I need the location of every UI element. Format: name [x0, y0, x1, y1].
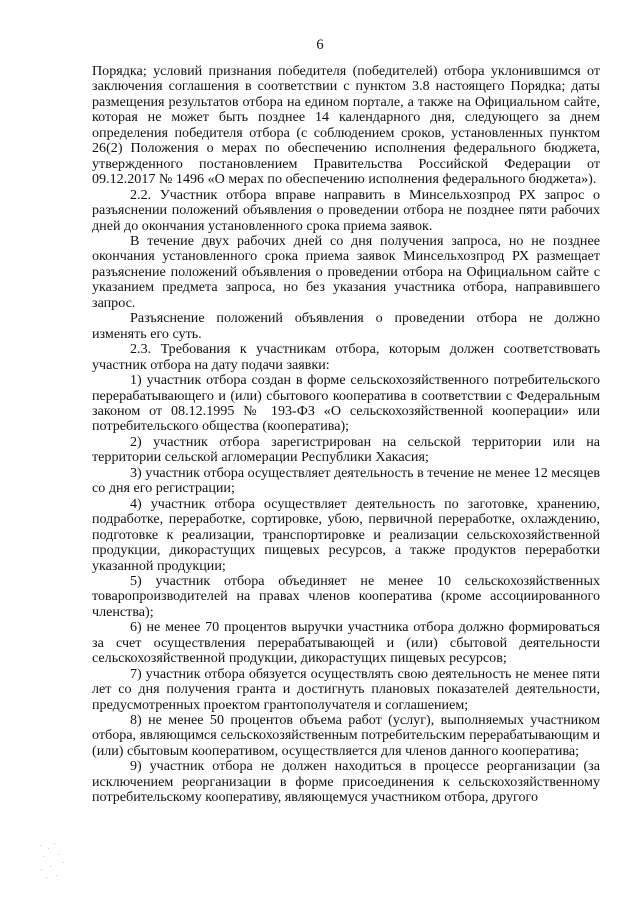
paragraph-2-3-requirements: 2.3. Требования к участникам отбора, которым должен соответствовать участник отбора на дату подачи заявки: — [92, 341, 600, 373]
requirement-item-7: 7) участник отбора обязуется осуществлять свою деятельность не менее пяти лет со дня получения гранта и достигнуть плановых показателей деятельности, предусмотренных проектом грантополучателя и соглашением; — [92, 665, 600, 713]
paragraph-2-2-query-right: 2.2. Участник отбора вправе направить в Минсельхозпрод РХ запрос о разъяснении положений объявления о проведении отбора не позднее пяти рабочих дней до окончания установленного срока приема заявок. — [92, 186, 600, 234]
requirement-item-9: 9) участник отбора не должен находиться в процессе реорганизации (за исключением реорганизации в форме присоединения к сельскохозяйственному потребительскому кооперативу, являющемуся участником отбора, другого — [92, 758, 600, 806]
document-body — [92, 64, 600, 806]
requirement-item-6: 6) не менее 70 процентов выручки участника отбора должно формироваться за счет осуществления перерабатывающей и (или) сбытовой деятельности сельскохозяйственной продукции, дикорастущих пищевых ресурсов; — [92, 619, 600, 667]
requirement-item-2: 2) участник отбора зарегистрирован на сельской территории или на территории сельской агломерации Республики Хакасия; — [92, 433, 600, 466]
scan-artifact — [38, 842, 78, 882]
paragraph-clarification-timeline: В течение двух рабочих дней со дня получения запроса, но не позднее окончания установленного срока приема заявок Минсельхозпрод РХ размещает разъяснение положений объявления о проведении отбора на Официальном сайте с указанием предмета запроса, но без указания участника отбора, направившего запрос. — [92, 232, 600, 311]
requirement-item-5: 5) участник отбора объединяет не менее 10 сельскохозяйственных товаропроизводителей на правах членов кооператива (кроме ассоциированного членства); — [92, 572, 600, 620]
requirement-item-8: 8) не менее 50 процентов объема работ (услуг), выполняемых участником отбора, являющимся сельскохозяйственным потребительским перерабатывающим и (или) сбытовым кооперативом, осуществляется для членов данного кооператива; — [92, 712, 600, 759]
requirement-item-1: 1) участник отбора создан в форме сельскохозяйственного потребительского перерабатывающего и (или) сбытового кооператива в соответствии с Федеральным законом от 08.12.1995 № 193-ФЗ «О сельскохозяйственной кооперации» или потребительского общества (кооператива); — [92, 372, 600, 435]
page-number: 6 — [316, 37, 324, 53]
requirement-item-4: 4) участник отбора осуществляет деятельность по заготовке, хранению, подработке, переработке, сортировке, убою, первичной переработке, охлаждению, подготовке к реализации, транспортировке и реализации сельскохозяйственной продукции, дикорастущих пищевых ресурсов, а также продуктов переработки указанной продукции; — [92, 495, 600, 574]
requirement-item-3: 3) участник отбора осуществляет деятельность в течение не менее 12 месяцев со дня его регистрации; — [92, 464, 600, 497]
paragraph-clarification-essence: Разъяснение положений объявления о проведении отбора не должно изменять его суть. — [92, 310, 600, 342]
paragraph-results-publication: Порядка; условий признания победителя (победителей) отбора уклонившимся от заключения соглашения в соответствии с пунктом 3.8 настоящего Порядка; даты размещения результатов отбора на едином портале, а также на Официальном сайте, которая не может быть позднее 14 календарного дня, следующего за днем определения победителя отбора (с соблюдением сроков, установленных пунктом 26(2) Положения о мерах по обеспечению исполнения федерального бюджета, утвержденного постановлением Правительства Российской Федерации от 09.12.2017 № 1496 «О мерах по обеспечению исполнения федерального бюджета»). — [92, 63, 600, 188]
